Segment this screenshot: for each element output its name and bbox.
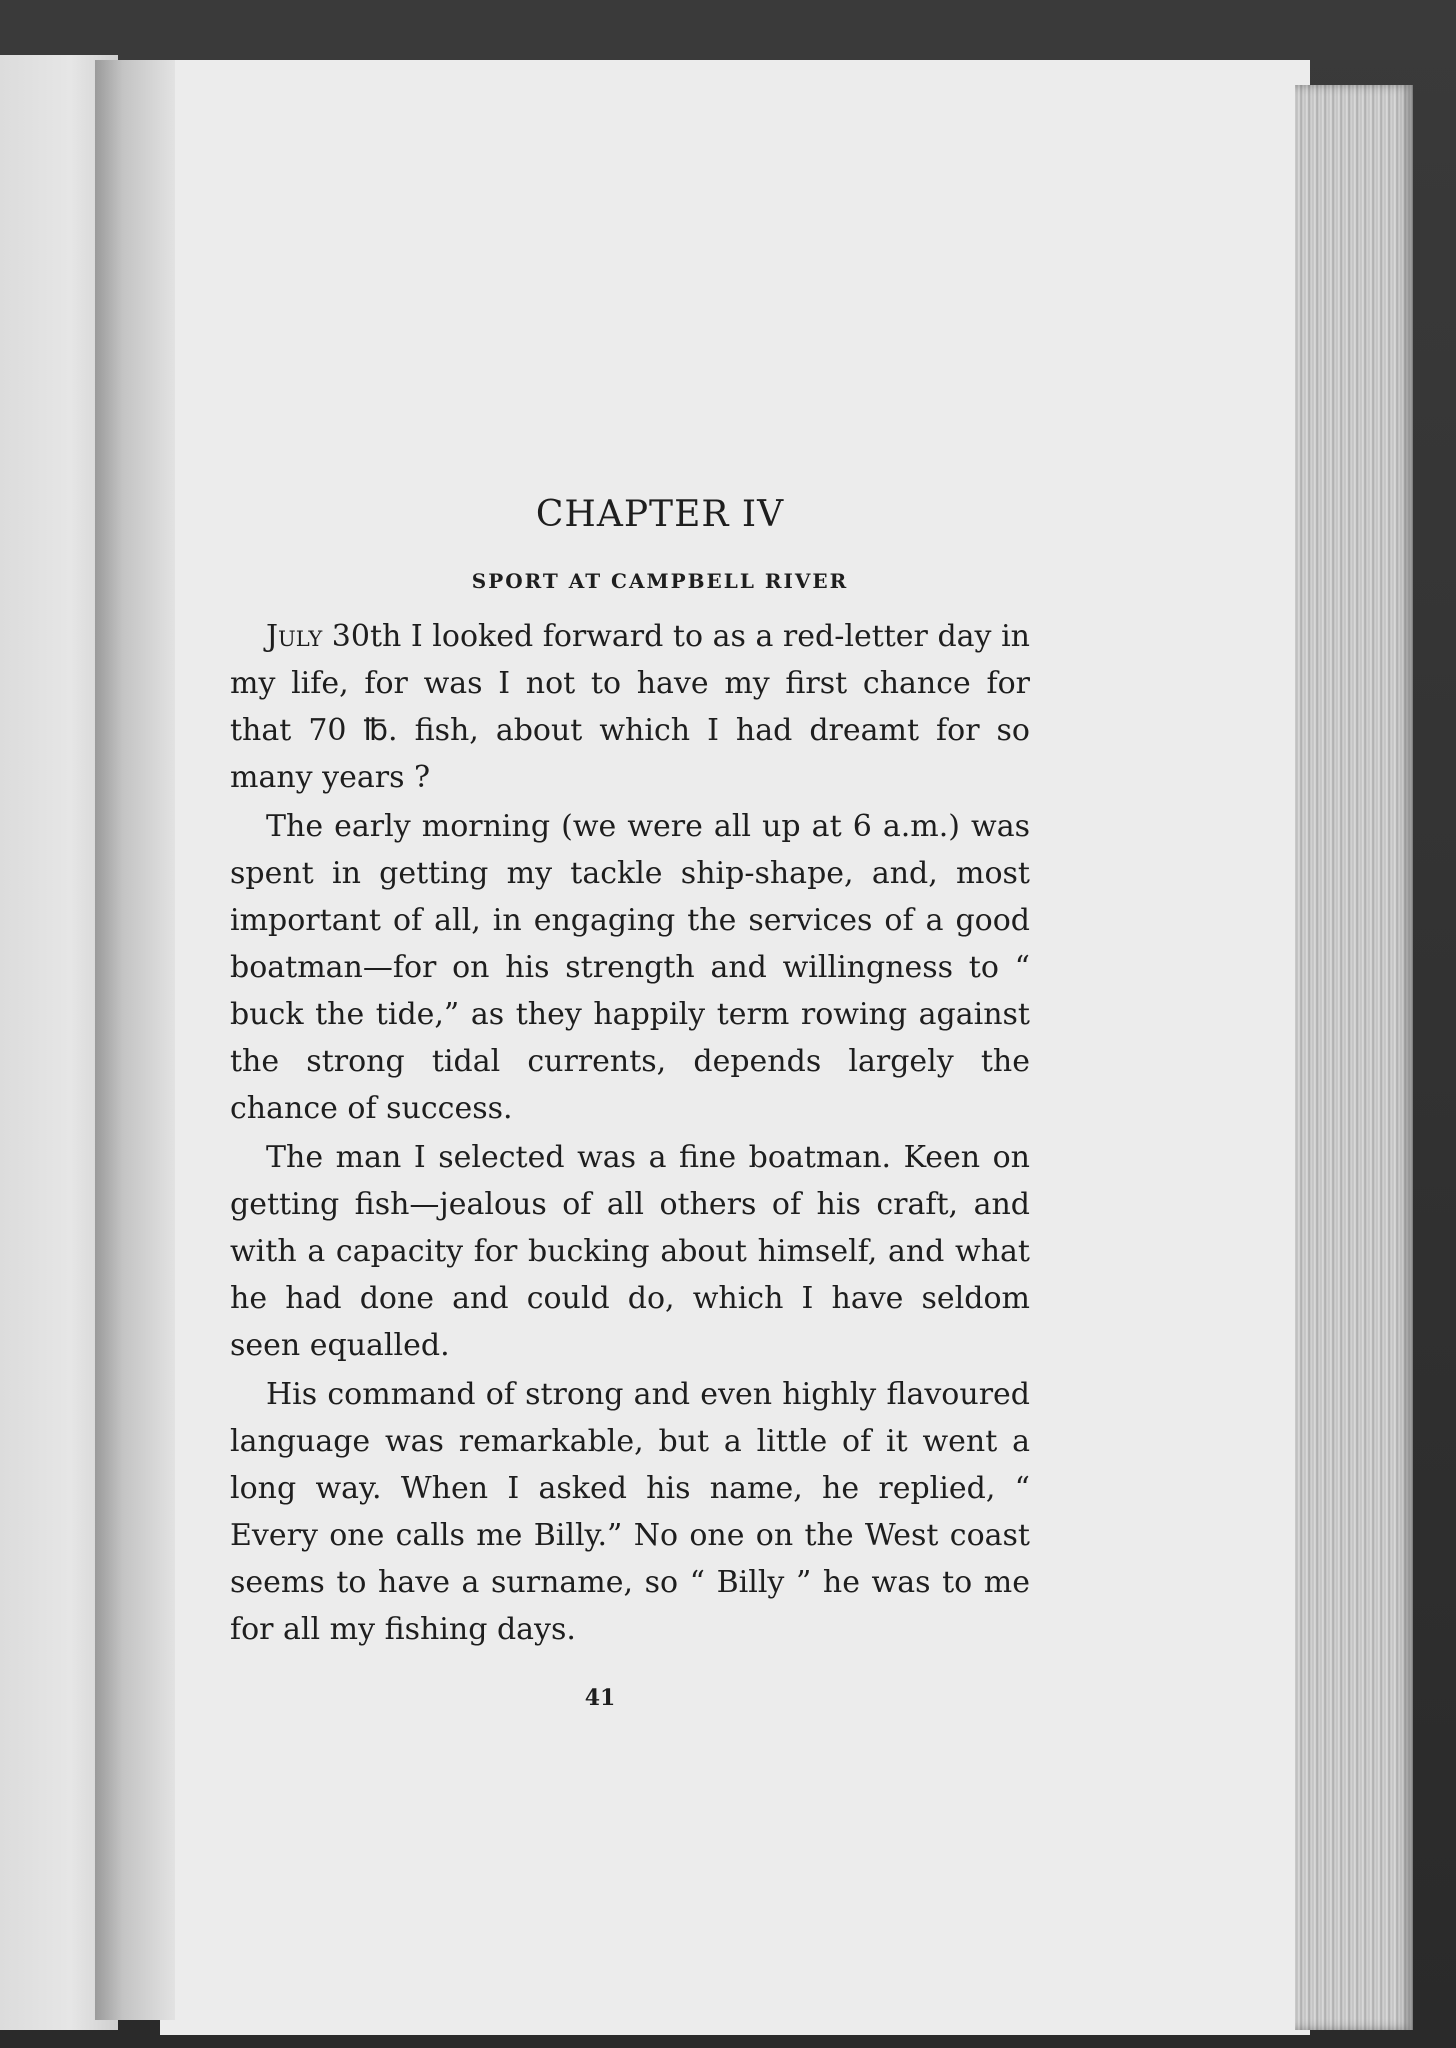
page-number: 41 bbox=[584, 1685, 616, 1711]
paragraph-text: 30th I looked forward to as a red-letter day in my life, for was I not to have my first chance for that 70 ℔. fish, about which I had dreamt for so many years ? bbox=[230, 619, 1030, 795]
page-fore-edge bbox=[1295, 85, 1413, 2030]
paragraph-4: His command of strong and even highly flavoured language was remarkable, but a little of it went a long way. When I asked his name, he replied, “ Every one calls me Billy.” No one on the West coast seems to have a surname, so “ Billy ” he was to me for all my fishing days. bbox=[230, 1377, 1030, 1647]
paragraph-1 bbox=[230, 613, 1030, 801]
paragraph-3: The man I selected was a fine boatman. Keen on getting fish—jealous of all others of his craft, and with a capacity for bucking about himself, and what he had done and could do, which I have seldom seen equalled. bbox=[230, 1140, 1030, 1363]
page-gutter bbox=[95, 60, 175, 2020]
paragraph-lead: July bbox=[266, 619, 323, 654]
page-text-block bbox=[230, 480, 1030, 1653]
chapter-subtitle: SPORT AT CAMPBELL RIVER bbox=[471, 569, 849, 593]
chapter-title: CHAPTER IV bbox=[535, 494, 785, 535]
paragraph-2: The early morning (we were all up at 6 a.m.) was spent in getting my tackle ship-shape, and, most important of all, in engaging the services of a good boatman—for on his strength and willingness to “ buck the tide,” as they happily term rowing against the strong tidal currents, depends largely the chance of success. bbox=[230, 809, 1030, 1126]
